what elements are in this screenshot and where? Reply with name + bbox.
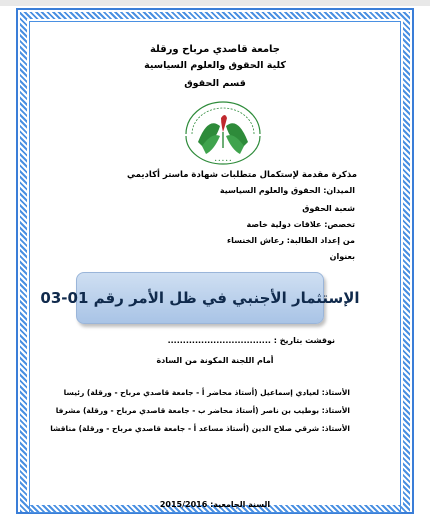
academic-year: السنة الجامعية: 2015/2016 xyxy=(159,500,271,509)
faculty-name: كلية الحقوق والعلوم السياسية xyxy=(144,60,286,71)
university-logo-icon xyxy=(178,96,268,166)
thesis-title: الإستثمار الأجنبي في ظل الأمر رقم 01-03 xyxy=(40,289,360,307)
jury-heading: أمام اللجنة المكونة من السادة xyxy=(156,356,274,365)
defense-date: نوقشت بتاريخ : .................................. xyxy=(167,336,335,345)
field-label: الميدان: الحقوق والعلوم السياسية xyxy=(219,186,355,195)
svg-text:• • • • •: • • • • • xyxy=(214,158,232,163)
thesis-title-banner xyxy=(40,272,360,324)
specialty-label: تخصص: علاقات دولية خاصة xyxy=(246,220,355,229)
title-intro-label: بعنوان xyxy=(329,252,355,261)
memo-intro: مذكرة مقدمة لإستكمال متطلبات شهادة ماستر أكاديمي xyxy=(127,170,357,180)
prepared-by-label: من إعداد الطالبة: رعاش الخنساء xyxy=(227,236,355,245)
jury-member-supervisor: الأستاذ: بوطيب بن ناصر (أستاذ محاضر ب - جامعة قاصدي مرباح - ورقلة) مشرفا xyxy=(55,406,350,415)
university-name: جامعة قاصدي مرباح ورقلة xyxy=(149,44,280,55)
page-border-inner xyxy=(29,21,401,513)
jury-member-president: الأستاذ: لعيادي إسماعيل (أستاذ محاضر أ - جامعة قاصدي مرباح - ورقلة) رئيسا xyxy=(63,388,350,397)
jury-member-examiner: الأستاذ: شرقي صلاح الدين (أستاذ مساعد أ - جامعة قاصدي مرباح - ورقلة) مناقشا xyxy=(50,424,350,433)
department-name: قسم الحقوق xyxy=(184,78,246,89)
branch-label: شعبة الحقوق xyxy=(302,204,355,213)
page-top-edge xyxy=(0,0,430,6)
